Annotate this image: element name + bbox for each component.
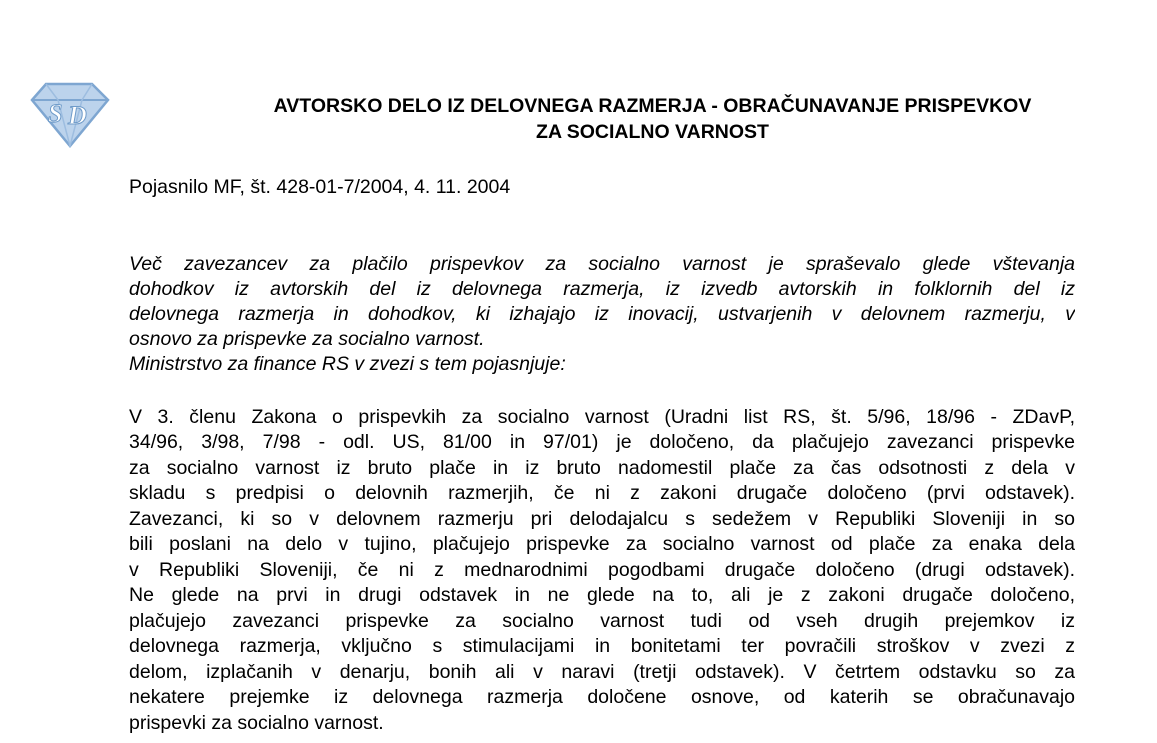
intro-line: dohodkov iz avtorskih del iz delovnega razmerja, iz izvedb avtorskih in folklornih del iz [129, 278, 1075, 300]
svg-text:D: D [68, 101, 87, 130]
source-reference: Pojasnilo MF, št. 428-01-7/2004, 4. 11. 2004 [129, 176, 511, 198]
body-line: V 3. členu Zakona o prispevkih za socialno varnost (Uradni list RS, št. 5/96, 18/96 - ZDavP, [129, 406, 1075, 428]
intro-line: delovnega razmerja in dohodkov, ki izhajajo iz inovacij, ustvarjenih v delovnem razmerju, v [129, 303, 1075, 325]
body-line: delom, izplačanih v denarju, bonih ali v naravi (tretji odstavek). V četrtem odstavku so za [129, 661, 1075, 683]
body-line: 34/96, 3/98, 7/98 - odl. US, 81/00 in 97/01) je določeno, da plačujejo zavezanci prispevke [129, 431, 1075, 453]
body-line: nekatere prejemke iz delovnega razmerja določene osnove, od katerih se obračunavajo [129, 686, 1075, 708]
body-line: skladu s predpisi o delovnih razmerjih, če ni z zakoni drugače določeno (prvi odstavek). [129, 482, 1075, 504]
body-line: v Republiki Sloveniji, če ni z mednarodnimi pogodbami drugače določeno (drugi odstavek). [129, 559, 1075, 581]
body-line: delovnega razmerja, vključno s stimulacijami in bonitetami ter povračili stroškov v zvezi z [129, 635, 1075, 657]
document-title-line-1: AVTORSKO DELO IZ DELOVNEGA RAZMERJA - OBRAČUNAVANJE PRISPEVKOV [273, 95, 1032, 117]
document-body [129, 0, 1075, 743]
body-line: Ne glede na prvi in drugi odstavek in ne glede na to, ali je z zakoni drugače določeno, [129, 584, 1075, 606]
body-line: Zavezanci, ki so v delovnem razmerju pri delodajalcu s sedežem v Republiki Sloveniji in so [129, 508, 1075, 530]
body-line: za socialno varnost iz bruto plače in iz bruto nadomestil plače za čas odsotnosti z dela v [129, 457, 1075, 479]
intro-line: Ministrstvo za finance RS v zvezi s tem pojasnjuje: [129, 353, 566, 375]
intro-line: osnovo za prispevke za socialno varnost. [129, 328, 485, 350]
body-line: prispevki za socialno varnost. [129, 712, 384, 734]
body-line: bili poslani na delo v tujino, plačujejo prispevke za socialno varnost od plače za enaka dela [129, 533, 1075, 555]
body-line: plačujejo zavezanci prispevke za socialno varnost tudi od vseh drugih prejemkov iz [129, 610, 1075, 632]
document-title-line-2: ZA SOCIALNO VARNOST [536, 121, 769, 143]
sd-diamond-logo-icon [28, 78, 110, 148]
intro-line: Več zavezancev za plačilo prispevkov za socialno varnost je spraševalo glede vštevanja [129, 253, 1075, 275]
svg-text:S: S [48, 99, 63, 128]
